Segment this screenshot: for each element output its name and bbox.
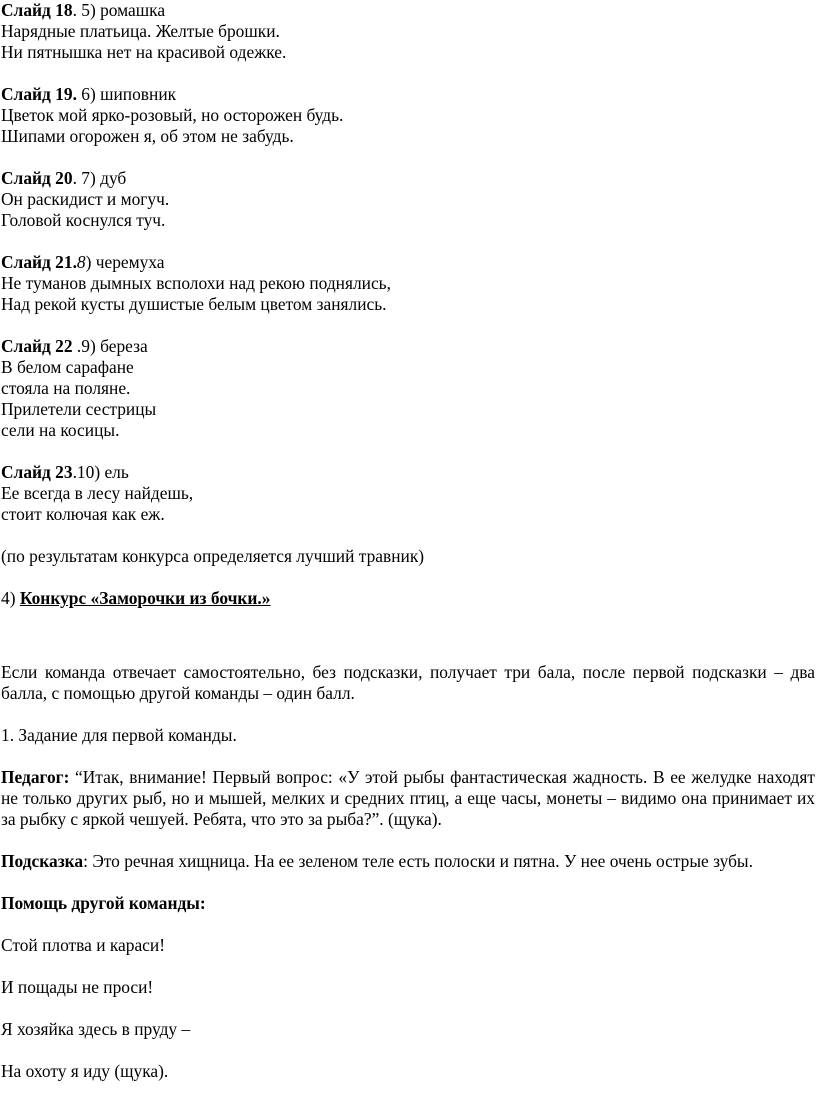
teacher-paragraph: Педагог: “Итак, внимание! Первый вопрос: «У этой рыбы фантастическая жадность. В ее желудке находят не только других рыб, но и мышей, мелких и средних птиц, а еще часы, монеты – видимо она принимает их за рыбку с яркой чешуей. Ребята, что это за рыба?”. (щука). bbox=[1, 767, 815, 829]
slide-line: Прилетели сестрицы bbox=[1, 399, 157, 419]
slide-block bbox=[1, 252, 815, 315]
help-heading: Помощь другой команды: bbox=[1, 893, 206, 913]
slide-heading: Слайд 18. 5) ромашка bbox=[1, 0, 166, 20]
slide-line: Ни пятнышка нет на красивой одежке. bbox=[1, 42, 287, 62]
poem-line: На охоту я иду (щука). bbox=[1, 1061, 169, 1081]
slide-line: Нарядные платьица. Желтые брошки. bbox=[1, 21, 280, 41]
slide-heading: Слайд 22 .9) береза bbox=[1, 336, 148, 356]
poem-line: Стой плотва и караси! bbox=[1, 935, 165, 955]
slide-line: Головой коснулся туч. bbox=[1, 210, 166, 230]
slide-block bbox=[1, 336, 815, 441]
document-page bbox=[1, 0, 815, 1082]
slide-block bbox=[1, 0, 815, 63]
slide-block bbox=[1, 462, 815, 525]
hint-label: Подсказка bbox=[1, 851, 84, 871]
slide-line: стояла на поляне. bbox=[1, 378, 131, 398]
result-note: (по результатам конкурса определяется лучший травник) bbox=[1, 546, 425, 566]
slide-line: Над рекой кусты душистые белым цветом занялись. bbox=[1, 294, 387, 314]
slide-heading: Слайд 19. 6) шиповник bbox=[1, 84, 177, 104]
contest-heading: 4) Конкурс «Заморочки из бочки.» bbox=[1, 588, 271, 608]
teacher-label: Педагог: bbox=[1, 767, 70, 787]
slide-block bbox=[1, 168, 815, 231]
slide-line: В белом сарафане bbox=[1, 357, 134, 377]
slide-heading: Слайд 21.8) черемуха bbox=[1, 252, 165, 272]
slide-line: Шипами огорожен я, об этом не забудь. bbox=[1, 126, 294, 146]
task-heading: 1. Задание для первой команды. bbox=[1, 725, 237, 745]
slide-heading: Слайд 23.10) ель bbox=[1, 462, 129, 482]
poem-line: И пощады не проси! bbox=[1, 977, 154, 997]
slide-heading: Слайд 20. 7) дуб bbox=[1, 168, 127, 188]
slide-line: Ее всегда в лесу найдешь, bbox=[1, 483, 194, 503]
contest-title: Конкурс «Заморочки из бочки.» bbox=[19, 588, 271, 608]
slide-line: сели на косицы. bbox=[1, 420, 120, 440]
slide-block bbox=[1, 84, 815, 147]
rules-paragraph: Если команда отвечает самостоятельно, без подсказки, получает три бала, после первой подсказки – два балла, с помощью другой команды – один балл. bbox=[1, 662, 815, 703]
slide-line: Он раскидист и могуч. bbox=[1, 189, 170, 209]
slide-line: Не туманов дымных всполохи над рекою поднялись, bbox=[1, 273, 391, 293]
slide-line: Цветок мой ярко-розовый, но осторожен будь. bbox=[1, 105, 344, 125]
slide-line: стоит колючая как еж. bbox=[1, 504, 165, 524]
poem-line: Я хозяйка здесь в пруду – bbox=[1, 1019, 191, 1039]
hint-paragraph: Подсказка: Это речная хищница. На ее зеленом теле есть полоски и пятна. У нее очень острые зубы. bbox=[1, 851, 753, 871]
